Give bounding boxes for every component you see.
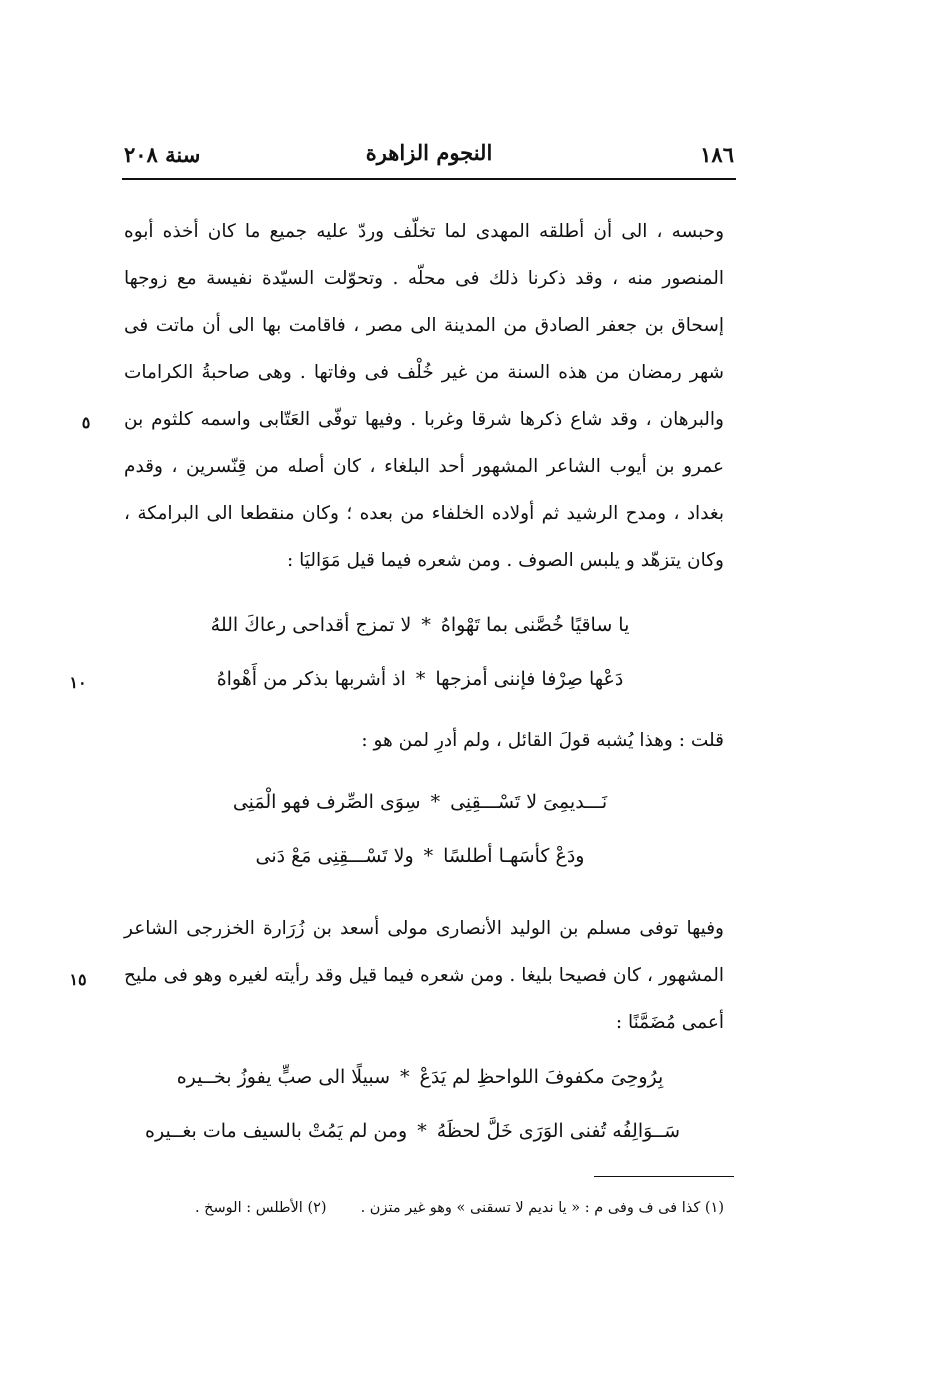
poem-2 (160, 775, 680, 883)
hemistich-1: بِرُوحِىَ مكفوفَ اللواحظِ لم يَدَعْ (419, 1066, 664, 1088)
running-title: النجوم الزاهرة (365, 140, 493, 165)
verse-line (160, 598, 680, 652)
paragraph-2: قلت : وهذا يُشبه قولَ القائل ، ولم أدرِ لمن هو : (361, 730, 724, 751)
hemistich-2: ولا تَسْـــقِنِى مَعْ دَنى (255, 845, 414, 867)
verse-line (160, 829, 680, 883)
line-number-10: ١٠ (69, 673, 87, 692)
line-number-15: ١٥ (69, 970, 87, 989)
hemistich-1: ودَعْ كأسَهـا أطلسًا (443, 845, 585, 867)
year-label: سنة ٢٠٨ (124, 142, 201, 167)
hemistich-1: يا ساقيًا خُصَّنى بما تَهْواهُ (440, 614, 630, 636)
line-number-5: ٥ (81, 413, 91, 432)
verse-separator: * (430, 791, 441, 813)
hemistich-2: سبيلًا الى صبٍّ يفوزُ بخــيره (176, 1066, 391, 1088)
paragraph-1: وحبسه ، الى أن أطلقه المهدى لما تخلّف وردّ عليه جميع ما كان أخذه أبوه المنصور منه ، وقد ذكرنا ذلك فى محلّه . وتحوّلت السيّدة نفيسة مع زوجها إسحاق بن جعفر الصادق من المدينة الى مصر ، فاقامت بها الى أن ماتت فى شهر رمضان من هذه السنة من غير خُلْف فى وفاتها . وهى صاحبةُ الكرامات والبرهان ، وقد شاع ذكرها شرقا وغربا . وفيها توفّى العَتّابى واسمه كلثوم بن عمرو بن أيوب الشاعر المشهور أحد البلغاء ، كان أصله من قِنّسرين ، وقدم بغداد ، ومدح الرشيد ثم أولاده الخلفاء من بعده ؛ وكان منقطعا الى البرامكة ، وكان يتزهّد و يلبس الصوف . ومن شعره فيما قيل مَوَاليَا : (124, 221, 724, 571)
hemistich-1: سَــوَالِفُه تُفنى الوَرَى خَلَّ لحظَهُ (436, 1120, 680, 1142)
poem-1 (160, 598, 680, 706)
verse-line (160, 775, 680, 829)
verse-line (145, 1104, 680, 1158)
hemistich-2: ومن لم يَمُتْ بالسيف مات بغــيره (145, 1120, 408, 1142)
verse-line (160, 1050, 680, 1104)
footnote-rule (594, 1176, 734, 1177)
verse-separator: * (417, 1120, 427, 1142)
verse-separator: * (415, 668, 426, 690)
page-header (124, 138, 734, 174)
footnotes (124, 1200, 724, 1216)
paragraph-3: وفيها توفى مسلم بن الوليد الأنصارى مولى أسعد بن زُرَارة الخزرجى الشاعر المشهور ، كان فصيحا بليغا . ومن شعره فيما قيل وقد رأيته لغيره وهو فى مليح أعمى مُضَمَّنًا : (124, 918, 724, 1033)
verse-separator: * (423, 845, 434, 867)
hemistich-2: اذ أشربها بذكر من أَهْواهُ (216, 668, 406, 690)
footnote-2: (٢) الأطلس : الوسخ . (194, 1200, 327, 1216)
verse-line (160, 652, 680, 706)
hemistich-2: سِوَى الصِّرف فهو الْمَنِى (232, 791, 421, 813)
verse-separator: * (400, 1066, 410, 1088)
hemistich-1: دَعْها صِرْفا فإننى أمزجها (435, 668, 624, 690)
hemistich-1: نَـــديمِىَ لا تَسْـــقِنِى (450, 791, 608, 813)
poem-3 (145, 1050, 680, 1158)
footnote-1: (١) كذا فى ف وفى م : « يا نديم لا تسقنى » وهو غير متزن . (360, 1200, 724, 1216)
page-number: ١٨٦ (700, 142, 734, 167)
hemistich-2: لا تمزج أقداحى رعاكَ اللهُ (210, 614, 412, 636)
header-rule (122, 178, 736, 180)
verse-separator: * (421, 614, 431, 636)
